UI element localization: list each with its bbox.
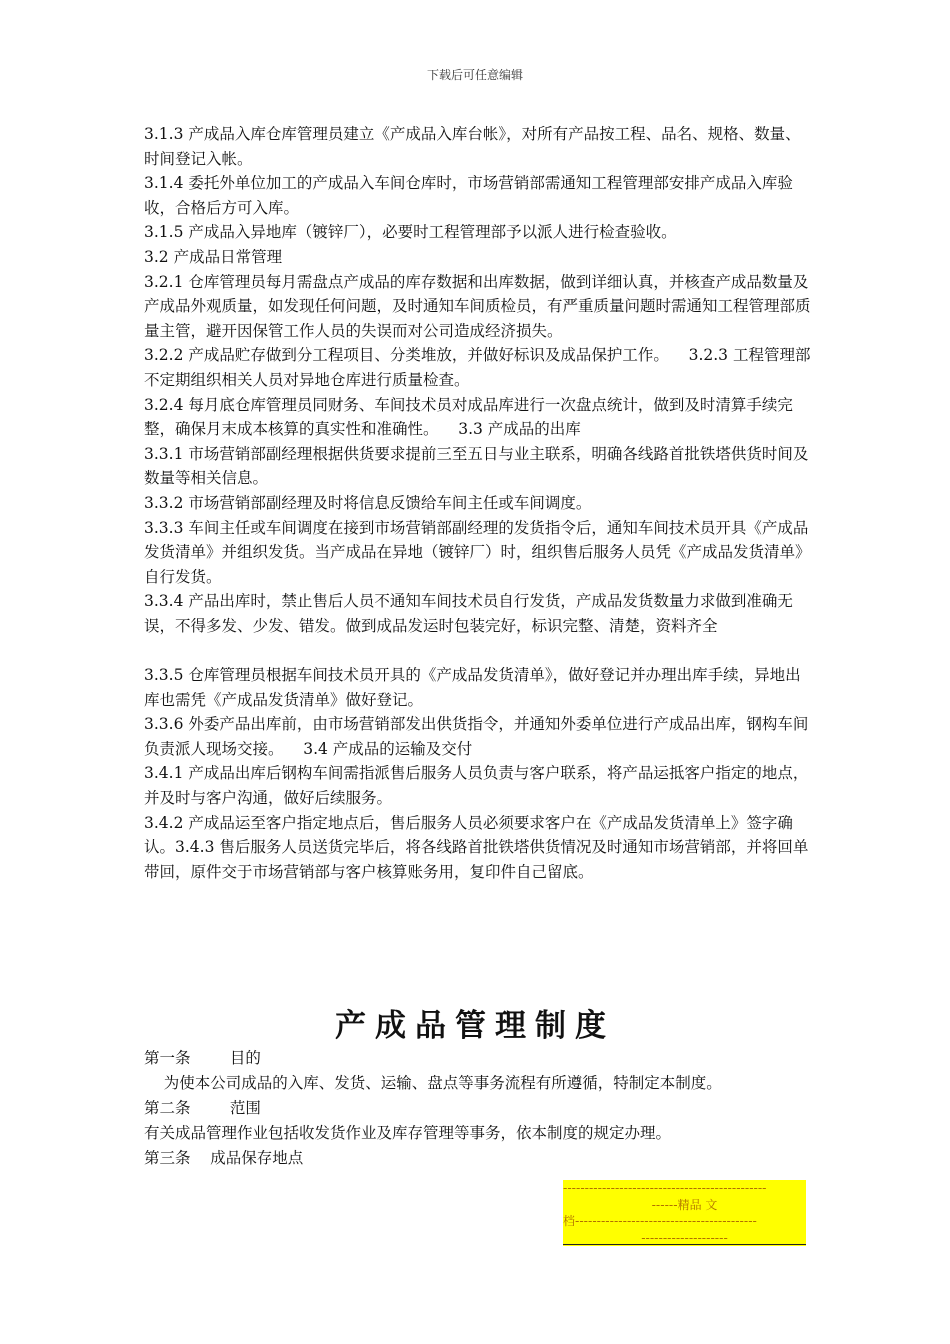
paragraph: 3.3.1 市场营销部副经理根据供货要求提前三至五日与业主联系，明确各线路首批铁塔供货时间及数量等相关信息。 bbox=[144, 444, 809, 488]
paragraph: 3.3.4 产品出库时，禁止售后人员不通知车间技术员自行发货，产成品发货数量力求做到准确无误，不得多发、少发、错发。做到成品发运时包装完好，标识完整、清楚，资料齐全 bbox=[144, 592, 793, 635]
article-2-text: 有关成品管理作业包括收发货作业及库存管理等事务，依本制度的规定办理。 bbox=[144, 1124, 672, 1142]
paragraph: 3.3.6 外委产品出库前，由市场营销部发出供货指令，并通知外委单位进行产成品出库，钢构车间负责派人现场交接。 3.4 产成品的运输及交付 bbox=[144, 715, 809, 758]
document-body bbox=[144, 122, 812, 884]
paragraph: 3.1.4 委托外单位加工的产成品入车间仓库时，市场营销部需通知工程管理部安排产成品入库验收，合格后方可入库。 bbox=[144, 174, 793, 217]
footer-watermark bbox=[563, 1180, 806, 1246]
paragraph: 3.2.4 每月底仓库管理员同财务、车间技术员对成品库进行一次盘点统计，做到及时清算手续完整，确保月末成本核算的真实性和准确性。 3.3 产成品的出库 bbox=[144, 395, 793, 439]
paragraph: 3.1.5 产成品入异地库（镀锌厂），必要时工程管理部予以派人进行检查验收。 bbox=[144, 223, 677, 242]
paragraph: 3.3.3 车间主任或车间调度在接到市场营销部副经理的发货指令后，通知车间技术员开具《产成品发货清单》并组织发货。当产成品在异地（镀锌厂）时，组织售后服务人员凭《产成品发货清单》自行发货。 bbox=[144, 518, 811, 586]
paragraph: 3.2.2 产成品贮存做到分工程项目、分类堆放，并做好标识及成品保护工作。 3.2.3 工程管理部不定期组织相关人员对异地仓库进行质量检查。 bbox=[144, 346, 811, 389]
paragraph: 3.4.1 产成品出库后钢构车间需指派售后服务人员负责与客户联系，将产品运抵客户指定的地点，并及时与客户沟通，做好后续服务。 bbox=[144, 764, 809, 808]
regulation-articles bbox=[144, 1046, 812, 1171]
document-title: 产成品管理制度 bbox=[335, 1008, 615, 1044]
page-header: 下载后可任意编辑 bbox=[426, 68, 523, 82]
footer-line: 档------------------------------------------ bbox=[563, 1213, 806, 1230]
footer-divider bbox=[563, 1244, 806, 1245]
footer-line: ----------------------------------------------- bbox=[563, 1180, 806, 1197]
blank-line bbox=[144, 638, 812, 663]
section-heading: 3.2 产成品日常管理 bbox=[144, 247, 283, 266]
article-2-label: 第二条 范围 bbox=[144, 1099, 261, 1117]
paragraph: 3.3.5 仓库管理员根据车间技术员开具的《产成品发货清单》，做好登记并办理出库手续，异地出库也需凭《产成品发货清单》做好登记。 bbox=[144, 666, 801, 709]
article-1-label: 第一条 目的 bbox=[144, 1049, 261, 1067]
footer-line: ------精品 文 bbox=[563, 1197, 806, 1214]
footer-line: -------------------- bbox=[563, 1230, 806, 1247]
paragraph: 3.1.3 产成品入库仓库管理员建立《产成品入库台帐》，对所有产品按工程、品名、规格、数量、时间登记入帐。 bbox=[144, 125, 801, 168]
paragraph: 3.4.2 产成品运至客户指定地点后，售后服务人员必须要求客户在《产成品发货清单上》签字确认。3.4.3 售后服务人员送货完毕后，将各线路首批铁塔供货情况及时通知市场营销部，并将回单带回，原件交于市场营销部与客户核算账务用，复印件自己留底。 bbox=[144, 813, 809, 881]
paragraph: 3.2.1 仓库管理员每月需盘点产成品的库存数据和出库数据，做到详细认真，并核查产成品数量及产成品外观质量，如发现任何问题，及时通知车间质检员，有严重质量问题时需通知工程管理部质量主管，避开因保管工作人员的失误而对公司造成经济损失。 bbox=[144, 272, 811, 340]
article-1-text: 为使本公司成品的入库、发货、运输、盘点等事务流程有所遵循，特制定本制度。 bbox=[144, 1074, 722, 1092]
paragraph: 3.3.2 市场营销部副经理及时将信息反馈给车间主任或车间调度。 bbox=[144, 493, 592, 512]
article-3-label: 第三条 成品保存地点 bbox=[144, 1149, 304, 1167]
